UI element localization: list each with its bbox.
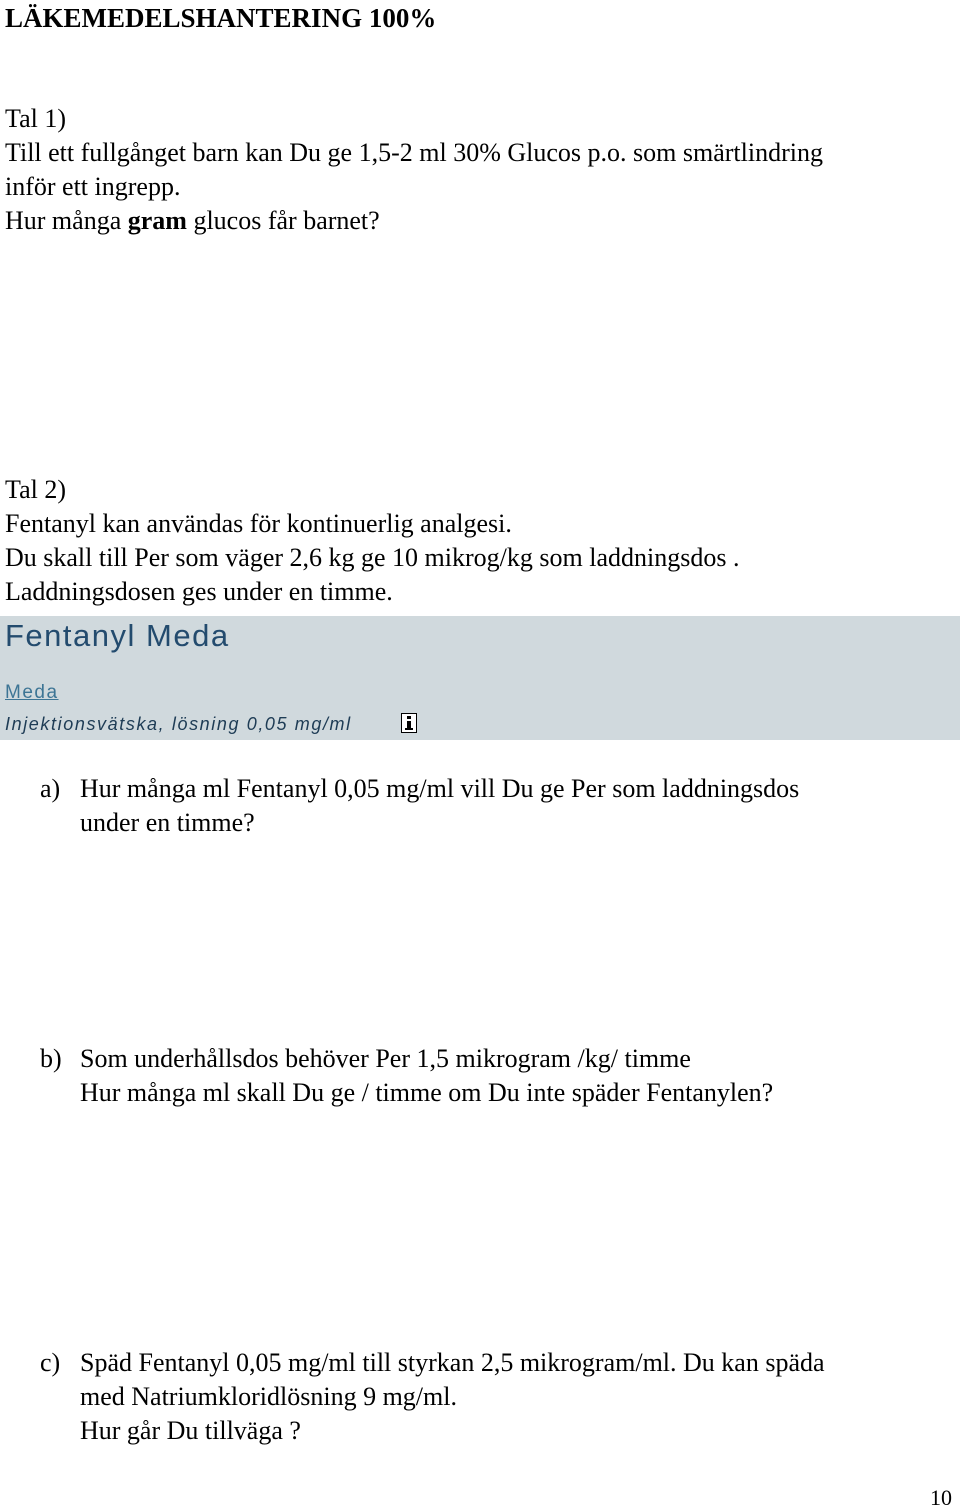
question-c-letter: c) bbox=[40, 1348, 61, 1377]
drug-info-box bbox=[0, 616, 960, 740]
tal1-line2: inför ett ingrepp. bbox=[5, 172, 181, 201]
question-b-line1: Som underhållsdos behöver Per 1,5 mikrogram /kg/ timme bbox=[80, 1044, 691, 1073]
tal2-label: Tal 2) bbox=[5, 475, 66, 504]
info-icon-base bbox=[405, 728, 413, 730]
page-number: 10 bbox=[930, 1485, 952, 1510]
question-b-letter: b) bbox=[40, 1044, 62, 1073]
tal1-label: Tal 1) bbox=[5, 104, 66, 133]
tal1-line3 bbox=[5, 204, 380, 238]
question-c-line3: Hur går Du tillväga ? bbox=[80, 1416, 301, 1445]
question-c-line2: med Natriumkloridlösning 9 mg/ml. bbox=[80, 1382, 457, 1411]
tal2-line2: Du skall till Per som väger 2,6 kg ge 10 mikrog/kg som laddningsdos . bbox=[5, 543, 740, 572]
tal1-line3-post: glucos får barnet? bbox=[186, 206, 380, 235]
tal1-line1: Till ett fullgånget barn kan Du ge 1,5-2 ml 30% Glucos p.o. som smärtlindring bbox=[5, 138, 823, 167]
tal1-line3-bold: gram bbox=[127, 206, 187, 235]
question-b-line2: Hur många ml skall Du ge / timme om Du inte späder Fentanylen? bbox=[80, 1078, 774, 1107]
question-c-line1: Späd Fentanyl 0,05 mg/ml till styrkan 2,5 mikrogram/ml. Du kan späda bbox=[80, 1348, 825, 1377]
tal2-line1: Fentanyl kan användas för kontinuerlig analgesi. bbox=[5, 509, 512, 538]
drug-form: Injektionsvätska, lösning 0,05 mg/ml bbox=[5, 714, 352, 734]
question-a-line2: under en timme? bbox=[80, 808, 255, 837]
page-heading: LÄKEMEDELSHANTERING 100% bbox=[5, 3, 437, 33]
info-icon-dot bbox=[407, 716, 411, 719]
drug-name: Fentanyl Meda bbox=[5, 618, 230, 653]
question-a-line1: Hur många ml Fentanyl 0,05 mg/ml vill Du ge Per som laddningsdos bbox=[80, 774, 800, 803]
drug-maker-link[interactable]: Meda bbox=[5, 682, 59, 703]
tal2-line3: Laddningsdosen ges under en timme. bbox=[5, 577, 393, 606]
tal1-line3-pre: Hur många bbox=[5, 206, 128, 235]
info-icon[interactable] bbox=[401, 713, 417, 733]
question-a-letter: a) bbox=[40, 774, 61, 803]
